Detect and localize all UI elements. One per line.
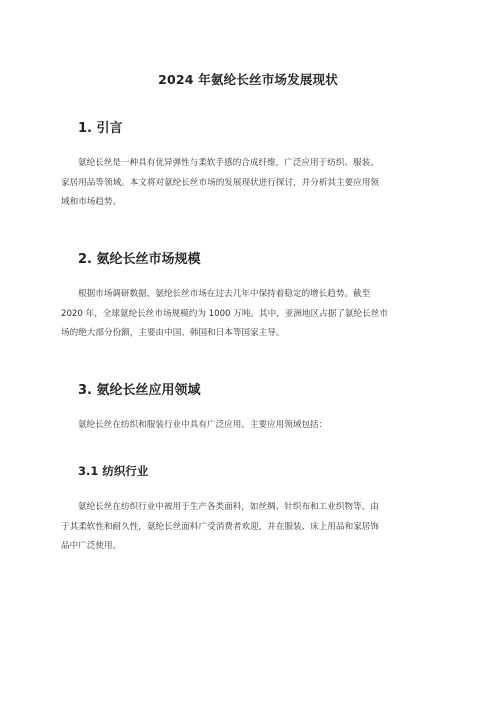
- paragraph-line: 根据市场调研数据，氨纶长丝市场在过去几年中保持着稳定的增长趋势。截至: [78, 289, 371, 299]
- subsection-heading-textile: 3.1 纺织行业: [78, 464, 149, 478]
- paragraph-line: 家居用品等领域。本文将对氨纶长丝市场的发展现状进行探讨，并分析其主要应用领: [61, 177, 379, 188]
- paragraph-line: 氨纶长丝在纺织和服装行业中具有广泛应用。主要应用领域包括：: [78, 420, 328, 430]
- paragraph-line: 2020 年，全球氨纶长丝市场规模约为 1000 万吨。其中，亚洲地区占据了氨纶长丝市: [61, 308, 388, 319]
- section-heading-applications: 3. 氨纶长丝应用领域: [78, 383, 201, 398]
- paragraph-line: 氨纶长丝是一种具有优异弹性与柔软手感的合成纤维，广泛应用于纺织、服装、: [78, 158, 379, 168]
- paragraph-line: 域和市场趋势。: [61, 197, 122, 207]
- section-heading-market-size: 2. 氨纶长丝市场规模: [78, 252, 201, 267]
- section-paragraph-introduction: [61, 154, 433, 213]
- paragraph-line: 于其柔软性和耐久性，氨纶长丝面料广受消费者欢迎，并在服装、床上用品和家居饰: [61, 521, 379, 532]
- section-paragraph-market-size: [61, 285, 433, 344]
- section-heading-introduction: 1. 引言: [78, 121, 123, 136]
- paragraph-line: 氨纶长丝在纺织行业中被用于生产各类面料，如丝绸、针织布和工业织物等。由: [78, 502, 379, 512]
- document-title: 2024 年氨纶长丝市场发展现状: [158, 72, 338, 87]
- section-paragraph-applications: [61, 416, 433, 436]
- subsection-paragraph-textile: [61, 498, 433, 557]
- paragraph-line: 品中广泛使用。: [61, 541, 122, 551]
- paragraph-line: 场的绝大部分份额，主要由中国、韩国和日本等国家主导。: [61, 328, 285, 338]
